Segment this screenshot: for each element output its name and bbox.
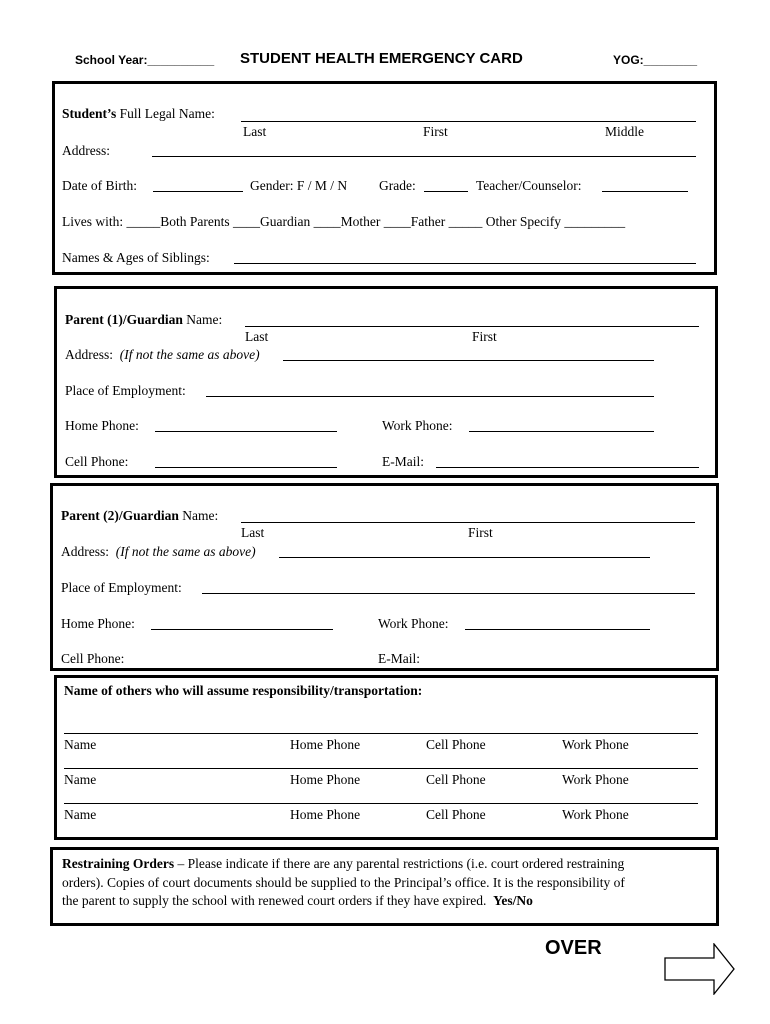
others-row-work-phone: Work Phone	[562, 807, 629, 822]
siblings-line[interactable]	[234, 263, 696, 264]
parent2-first-label: First	[468, 525, 493, 540]
parent2-employment-label: Place of Employment:	[61, 580, 182, 595]
student-last-label: Last	[243, 124, 267, 139]
gender-label: Gender: F / M / N	[250, 178, 348, 193]
parent1-employment-line[interactable]	[206, 396, 654, 397]
grade-label: Grade:	[379, 178, 416, 193]
teacher-line[interactable]	[602, 191, 688, 192]
student-first-label: First	[423, 124, 448, 139]
others-row-home-phone: Home Phone	[290, 737, 361, 752]
student-middle-label: Middle	[605, 124, 644, 139]
school-year-field: School Year:__________	[75, 53, 215, 67]
parent2-home-phone-line[interactable]	[151, 629, 333, 630]
parent1-name-label: Parent (1)/Guardian Name:	[65, 312, 223, 327]
others-row-name: Name	[64, 772, 97, 787]
parent2-email-label: E-Mail:	[378, 651, 420, 666]
student-name-line[interactable]	[241, 121, 696, 122]
restraining-line-1: Restraining Orders – Please indicate if there are any parental restrictions (i.e. court ordered restraining	[62, 856, 625, 871]
parent1-email-label: E-Mail:	[382, 454, 424, 469]
parent2-name-line[interactable]	[241, 522, 695, 523]
parent1-address-line[interactable]	[283, 360, 654, 361]
others-row-name: Name	[64, 807, 97, 822]
others-row-cell-phone: Cell Phone	[426, 807, 486, 822]
parent1-address-label: Address: (If not the same as above)	[65, 347, 260, 362]
parent2-name-label: Parent (2)/Guardian Name:	[61, 508, 219, 523]
parent2-last-label: Last	[241, 525, 265, 540]
over-label: OVER	[545, 937, 602, 959]
dob-line[interactable]	[153, 191, 243, 192]
student-address-line[interactable]	[152, 156, 696, 157]
others-row-line[interactable]	[64, 733, 698, 734]
parent2-work-phone-label: Work Phone:	[378, 616, 449, 631]
student-address-label: Address:	[62, 143, 110, 158]
others-row-work-phone: Work Phone	[562, 772, 629, 787]
others-row-home-phone: Home Phone	[290, 807, 361, 822]
parent2-employment-line[interactable]	[202, 593, 695, 594]
restraining-line-3: the parent to supply the school with renewed court orders if they have expired. Yes/No	[62, 893, 533, 908]
others-row-cell-phone: Cell Phone	[426, 772, 486, 787]
parent1-work-phone-line[interactable]	[469, 431, 654, 432]
others-row-home-phone: Home Phone	[290, 772, 361, 787]
parent2-work-phone-line[interactable]	[465, 629, 650, 630]
others-row-line[interactable]	[64, 768, 698, 769]
parent1-cell-phone-line[interactable]	[155, 467, 337, 468]
teacher-label: Teacher/Counselor:	[476, 178, 582, 193]
page-title: STUDENT HEALTH EMERGENCY CARD	[240, 50, 523, 67]
others-row-line[interactable]	[64, 803, 698, 804]
parent1-name-line[interactable]	[245, 326, 699, 327]
parent1-last-label: Last	[245, 329, 269, 344]
siblings-label: Names & Ages of Siblings:	[62, 250, 210, 265]
parent2-cell-phone-label: Cell Phone:	[61, 651, 125, 666]
parent1-first-label: First	[472, 329, 497, 344]
parent1-work-phone-label: Work Phone:	[382, 418, 453, 433]
restraining-line-2: orders). Copies of court documents should be supplied to the Principal’s office. It is the responsibility of	[62, 875, 625, 890]
others-row-work-phone: Work Phone	[562, 737, 629, 752]
right-arrow-icon	[664, 943, 736, 995]
student-name-label: Student’s Full Legal Name:	[62, 106, 215, 121]
parent1-home-phone-line[interactable]	[155, 431, 337, 432]
lives-with-options[interactable]: Lives with: _____Both Parents ____Guardian ____Mother ____Father _____ Other Specify _________	[62, 214, 626, 229]
dob-label: Date of Birth:	[62, 178, 137, 193]
others-heading: Name of others who will assume responsibility/transportation:	[64, 683, 423, 698]
parent2-address-line[interactable]	[279, 557, 650, 558]
parent2-home-phone-label: Home Phone:	[61, 616, 135, 631]
parent1-employment-label: Place of Employment:	[65, 383, 186, 398]
parent1-email-line[interactable]	[436, 467, 699, 468]
yog-field: YOG:________	[613, 53, 698, 67]
others-row-name: Name	[64, 737, 97, 752]
parent1-cell-phone-label: Cell Phone:	[65, 454, 129, 469]
parent1-home-phone-label: Home Phone:	[65, 418, 139, 433]
others-row-cell-phone: Cell Phone	[426, 737, 486, 752]
yes-no-choice[interactable]: Yes/No	[493, 893, 533, 908]
parent2-address-label: Address: (If not the same as above)	[61, 544, 256, 559]
grade-line[interactable]	[424, 191, 468, 192]
